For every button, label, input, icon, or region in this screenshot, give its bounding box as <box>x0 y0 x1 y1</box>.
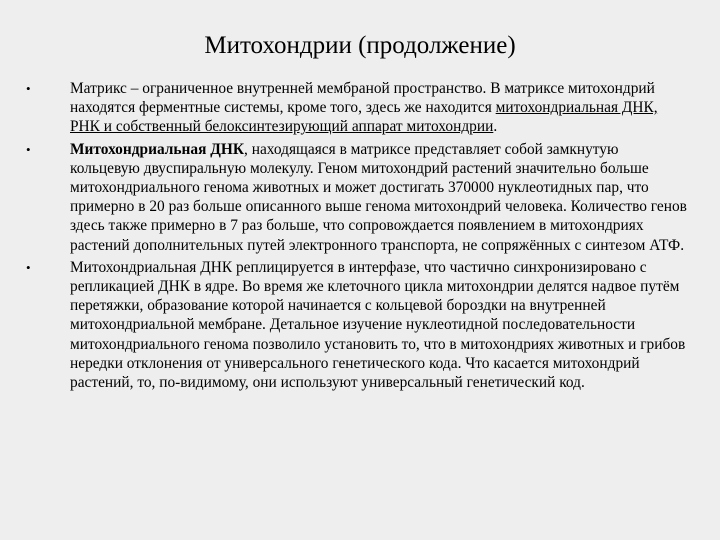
bullet-item-replication <box>26 258 690 392</box>
bullet-item-mtdna <box>26 140 690 255</box>
bullet-marker: • <box>26 259 31 275</box>
bullet-marker: • <box>26 141 31 157</box>
bullet-text: , находящаяся в матриксе представляет собой замкнутую кольцевую двуспиральную молекулу. Геном митохондрий растений значительно больше митохондриального генома животных и может достигать 370000 нуклеотидных пар, что примерно в 20 раз больше описанного выше генома митохондрий человека. Количество генов здесь также примерно в 7 раз больше, что сопровождается появлением в митохондриях растений дополнительных путей электронного транспорта, не сопряжённых с синтезом АТФ. <box>70 140 687 254</box>
bullet-text-bold: Митохондриальная ДНК <box>70 140 245 158</box>
bullet-list <box>26 79 690 392</box>
bullet-text-underlined: митохондриальная ДНК, РНК и собственный белоксинтезирующий аппарат митохондрии <box>70 99 658 136</box>
bullet-text-end: . <box>493 118 498 136</box>
bullet-marker: • <box>26 81 31 96</box>
slide-title: Митохондрии (продолжение) <box>204 32 516 59</box>
bullet-text: Матрикс – ограниченное внутренней мембраной пространство. В матриксе митохондрий находятся ферментные системы, кроме того, здесь же находится <box>70 80 655 117</box>
bullet-text: Митохондриальная ДНК реплицируется в интерфазе, что частично синхронизировано с репликацией ДНК в ядре. Во время же клеточного цикла митохондрии делятся надвое путём перетяжки, образование которой начинается с кольцевой бороздки на внутренней митохондриальной мембране. Детальное изучение нуклеотидной последовательности митохондриального генома позволило установить то, что в митохондриях животных и грибов нередки отклонения от универсального генетического кода. Что касается митохондрий растений, то, по-видимому, они используют универсальный генетический код. <box>70 258 686 392</box>
bullet-item-matrix <box>26 79 690 137</box>
